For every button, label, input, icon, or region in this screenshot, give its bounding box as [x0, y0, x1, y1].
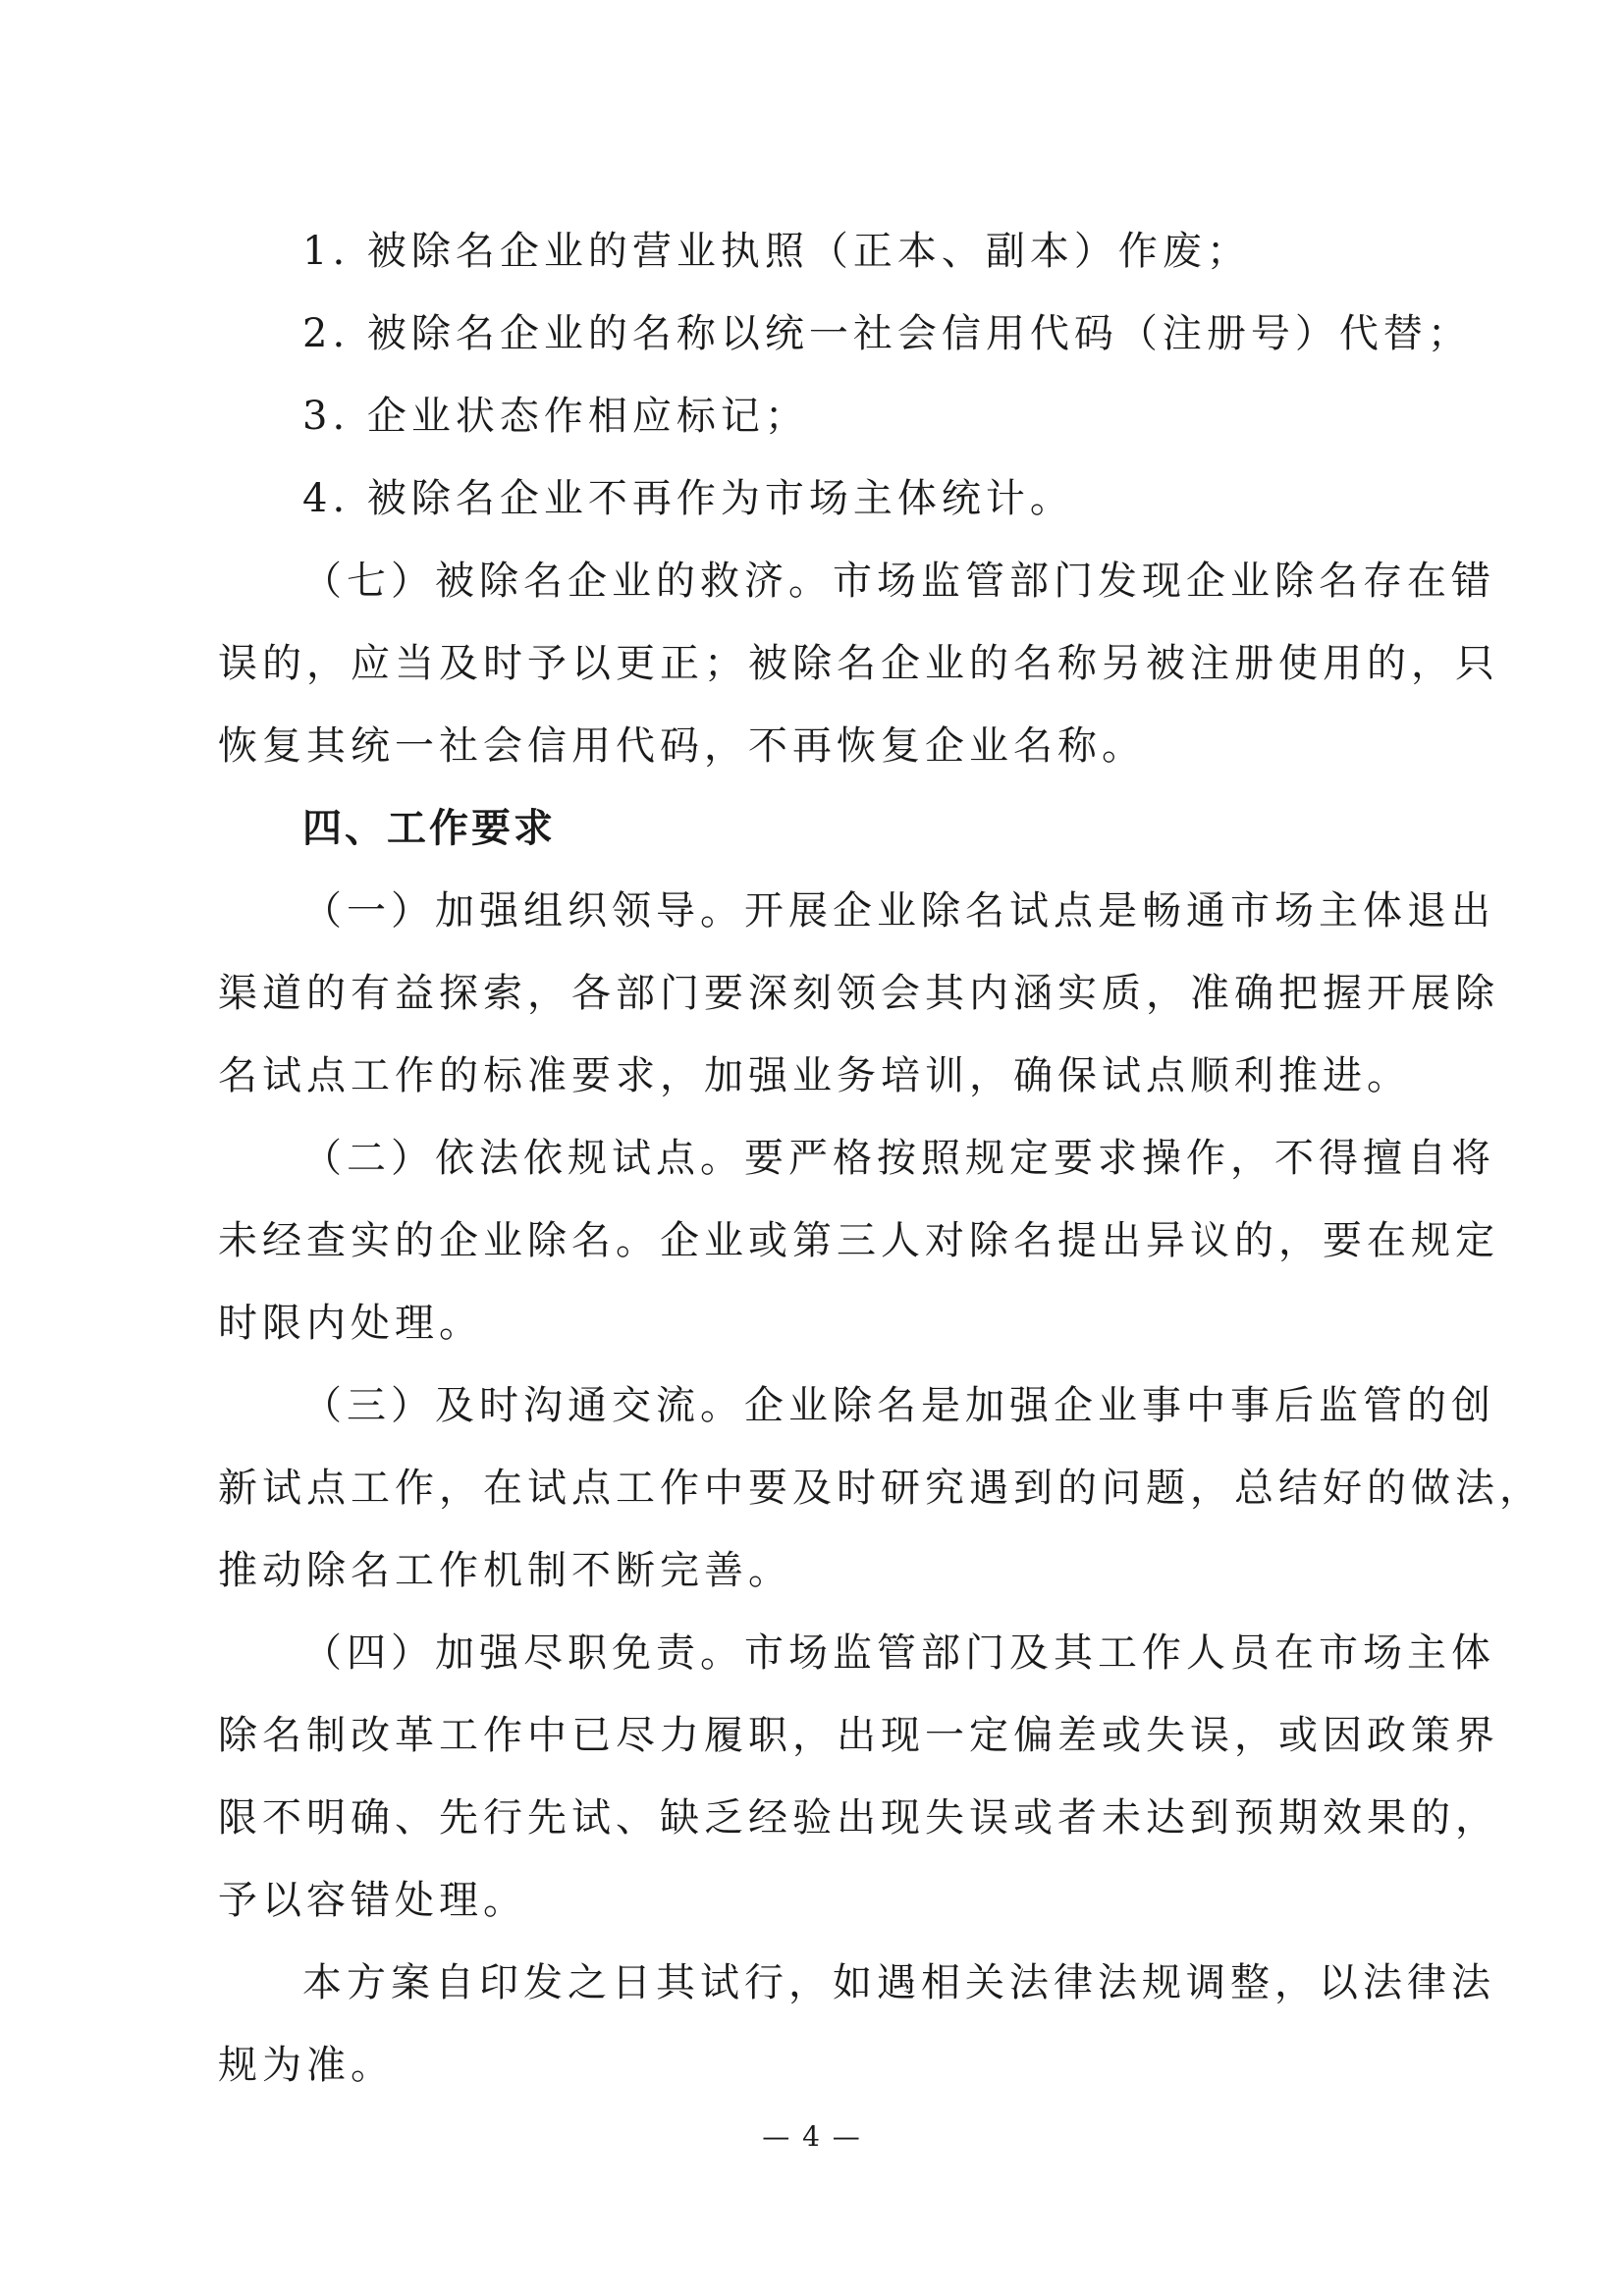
paragraph-7-line-2: 误的，应当及时予以更正；被除名企业的名称另被注册使用的，只: [218, 641, 1499, 686]
req-3-line-1: （三）及时沟通交流。企业除名是加强企业事中事后监管的创: [302, 1383, 1495, 1428]
req-2-line-1: （二）依法依规试点。要严格按照规定要求操作，不得擅自将: [302, 1136, 1495, 1181]
req-3-line-2: 新试点工作，在试点工作中要及时研究遇到的问题，总结好的做法，: [218, 1466, 1543, 1511]
list-item-3: 3. 企业状态作相应标记；: [302, 394, 809, 439]
req-2-line-2: 未经查实的企业除名。企业或第三人对除名提出异议的，要在规定: [218, 1218, 1499, 1263]
section-heading: 四、工作要求: [302, 806, 556, 851]
paragraph-7-line-3: 恢复其统一社会信用代码，不再恢复企业名称。: [218, 723, 1146, 769]
req-4-line-1: （四）加强尽职免责。市场监管部门及其工作人员在市场主体: [302, 1630, 1495, 1676]
paragraph-7-line-1: （七）被除名企业的救济。市场监管部门发现企业除名存在错: [302, 559, 1495, 604]
req-1-line-1: （一）加强组织领导。开展企业除名试点是畅通市场主体退出: [302, 888, 1495, 934]
req-4-line-2: 除名制改革工作中已尽力履职，出现一定偏差或失误，或因政策界: [218, 1713, 1499, 1758]
req-3-line-3: 推动除名工作机制不断完善。: [218, 1548, 792, 1593]
req-4-line-3: 限不明确、先行先试、缺乏经验出现失误或者未达到预期效果的，: [218, 1795, 1499, 1841]
closing-line-2: 规为准。: [218, 2043, 395, 2088]
req-2-line-3: 时限内处理。: [218, 1301, 483, 1346]
closing-line-1: 本方案自印发之日其试行，如遇相关法律法规调整，以法律法: [302, 1960, 1495, 2005]
list-item-1: 1. 被除名企业的营业执照（正本、副本）作废；: [302, 229, 1251, 274]
document-body: [218, 210, 1543, 2107]
req-4-line-4: 予以容错处理。: [218, 1878, 527, 1923]
req-1-line-3: 名试点工作的标准要求，加强业务培训，确保试点顺利推进。: [218, 1053, 1411, 1098]
req-1-line-2: 渠道的有益探索，各部门要深刻领会其内涵实质，准确把握开展除: [218, 971, 1499, 1016]
page-number: — 4 —: [762, 2120, 862, 2153]
list-item-4: 4. 被除名企业不再作为市场主体统计。: [302, 476, 1074, 521]
list-item-2: 2. 被除名企业的名称以统一社会信用代码（注册号）代替；: [302, 311, 1472, 356]
